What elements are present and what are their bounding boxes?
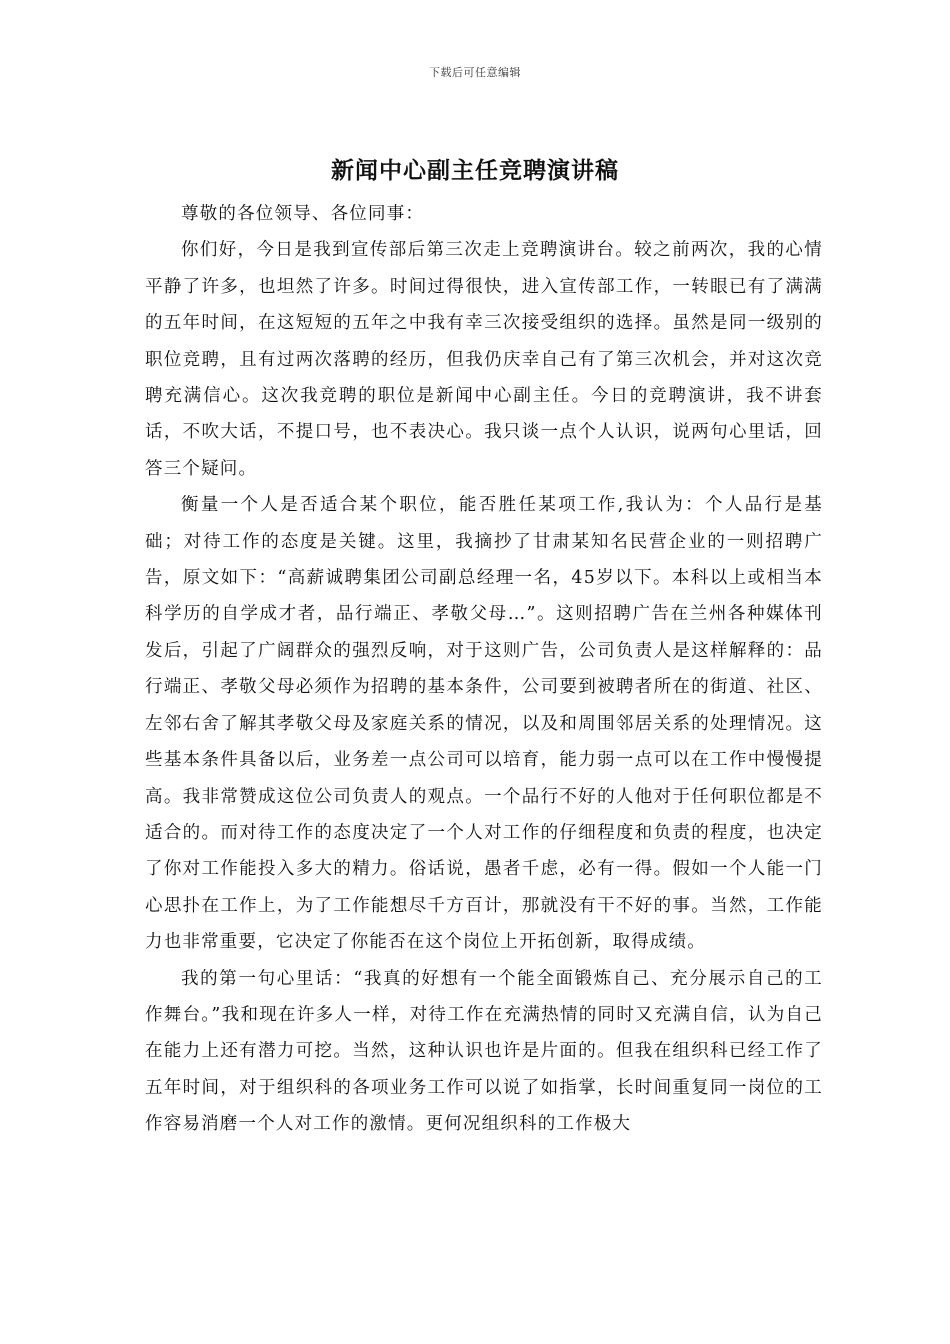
salutation-paragraph: 尊敬的各位领导、各位同事： <box>181 204 425 224</box>
body-paragraph: 我的第一句心里话：“我真的好想有一个能全面锻炼自己、充分展示自己的工作舞台。”我和现在许多人一样，对待工作在充满热情的同时又充满自信，认为自己在能力上还有潜力可挖。当然，这种认识也许是片面的。但我在组织科已经工作了五年时间，对于组织科的各项业务工作可以说了如指掌，长时间重复同一岗位的工作容易消磨一个人对工作的激情。更何况组织科的工作极大 <box>145 968 823 1135</box>
document-body <box>145 196 823 1143</box>
body-paragraph: 衡量一个人是否适合某个职位，能否胜任某项工作,我认为：个人品行是基础；对待工作的态度是关键。这里，我摘抄了甘肃某知名民营企业的一则招聘广告，原文如下：“高薪诚聘集团公司副总经理一名，45岁以下。本科以上或相当本科学历的自学成才者，品行端正、孝敬父母…”。这则招聘广告在兰州各种媒体刊发后，引起了广阔群众的强烈反响，对于这则广告，公司负责人是这样解释的：品行端正、孝敬父母必须作为招聘的基本条件，公司要到被聘者所在的街道、社区、左邻右舍了解其孝敬父母及家庭关系的情况，以及和周围邻居关系的处理情况。这些基本条件具备以后，业务差一点公司可以培育，能力弱一点可以在工作中慢慢提高。我非常赞成这位公司负责人的观点。一个品行不好的人他对于任何职位都是不适合的。而对待工作的态度决定了一个人对工作的仔细程度和负责的程度，也决定了你对工作能投入多大的精力。俗话说，愚者千虑，必有一得。假如一个人能一门心思扑在工作上，为了工作能想尽千方百计，那就没有干不好的事。当然，工作能力也非常重要，它决定了你能否在这个岗位上开拓创新，取得成绩。 <box>145 495 823 953</box>
body-paragraph: 你们好，今日是我到宣传部后第三次走上竞聘演讲台。较之前两次，我的心情平静了许多，也坦然了许多。时间过得很快，进入宣传部工作，一转眼已有了满满的五年时间，在这短短的五年之中我有幸三次接受组织的选择。虽然是同一级别的职位竞聘，且有过两次落聘的经历，但我仍庆幸自己有了第三次机会，并对这次竞聘充满信心。这次我竞聘的职位是新闻中心副主任。今日的竞聘演讲，我不讲套话，不吹大话，不提口号，也不表决心。我只谈一点个人认识，说两句心里话，回答三个疑问。 <box>145 240 823 479</box>
page-header-note: 下载后可任意编辑 <box>429 66 521 79</box>
document-title: 新闻中心副主任竞聘演讲稿 <box>331 157 619 184</box>
